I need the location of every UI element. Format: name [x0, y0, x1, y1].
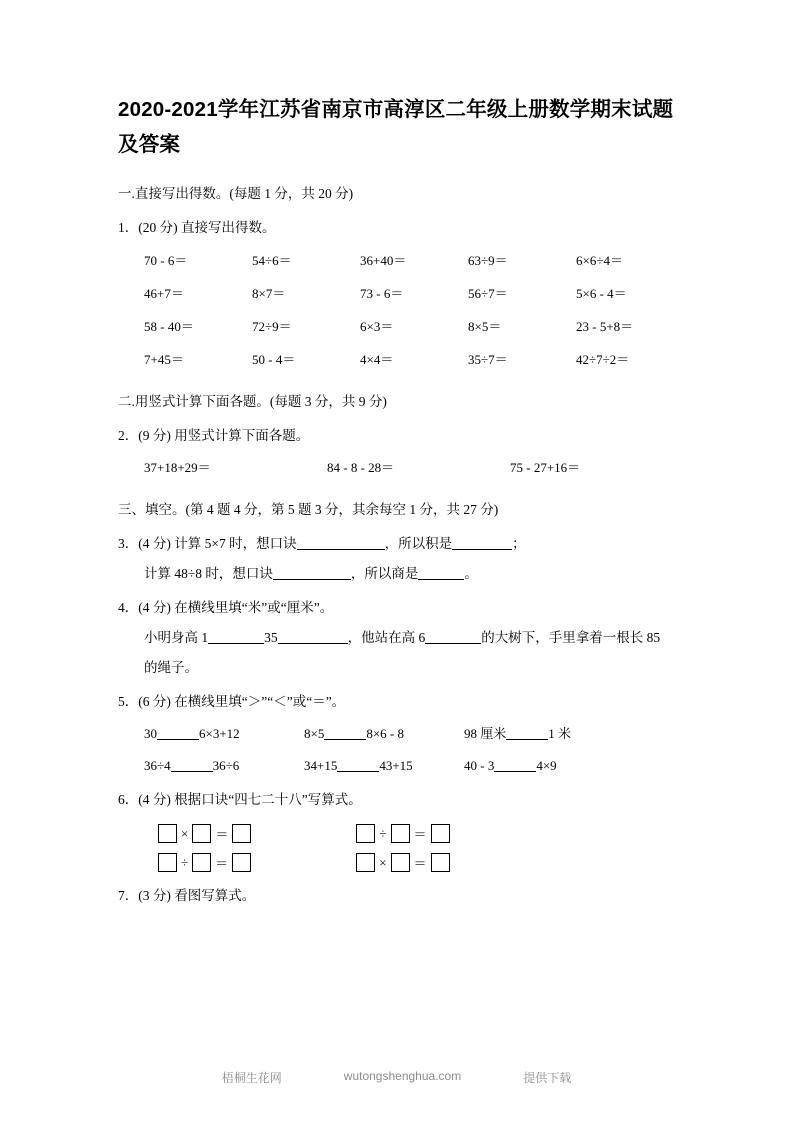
calc-row — [144, 251, 675, 271]
compare-left: 98 厘米 — [464, 726, 507, 741]
question-2-prompt: 2．(9 分) 用竖式计算下面各题。 — [118, 428, 310, 443]
operator: ＝ — [215, 856, 229, 871]
question-4-text-a: 小明身高 1 — [144, 630, 209, 645]
calc-cell: 72÷9＝ — [252, 319, 292, 334]
calc-cell: 70 - 6＝ — [144, 253, 188, 268]
question-3-line2-text-c: 。 — [464, 566, 478, 581]
calc-cell: 73 - 6＝ — [360, 286, 404, 301]
compare-right: 6×3+12 — [199, 726, 240, 741]
calc-row — [144, 350, 675, 370]
footer-site-url: wutongshenghua.com — [343, 1069, 462, 1083]
operator: ÷ — [379, 825, 387, 841]
answer-box[interactable] — [192, 853, 211, 872]
question-4-text-d: 的大树下，手里拿着一根长 85 — [481, 630, 661, 645]
question-3-line2-text-a: 计算 48÷8 时，想口诀 — [144, 566, 273, 581]
calc-cell: 4×4＝ — [360, 352, 394, 367]
answer-blank[interactable] — [297, 536, 385, 550]
answer-box[interactable] — [232, 853, 251, 872]
calc-cell: 54÷6＝ — [252, 253, 292, 268]
question-3-text-a: 3．(4 分) 计算 5×7 时，想口诀 — [118, 536, 297, 551]
question-3-text-b: ，所以积是 — [384, 536, 453, 551]
compare-left: 40 - 3 — [464, 758, 495, 773]
question-4-body-2 — [118, 658, 675, 678]
calc-cell: 7+45＝ — [144, 352, 184, 367]
answer-blank[interactable] — [494, 758, 536, 772]
operator: ＝ — [413, 827, 427, 842]
operator: ＝ — [413, 856, 427, 871]
footer-download-label: 提供下载 — [523, 1071, 572, 1085]
answer-blank[interactable] — [208, 630, 264, 644]
page-footer — [0, 1069, 793, 1086]
answer-box[interactable] — [431, 824, 450, 843]
compare-right: 36÷6 — [212, 758, 240, 773]
answer-box[interactable] — [192, 824, 211, 843]
calc-cell: 58 - 40＝ — [144, 319, 194, 334]
calc-cell: 50 - 4＝ — [252, 352, 296, 367]
answer-blank[interactable] — [324, 726, 366, 740]
calc-cell: 35÷7＝ — [468, 352, 508, 367]
compare-right: 1 米 — [548, 726, 572, 741]
section-heading-2: 二.用竖式计算下面各题。(每题 3 分，共 9 分) — [118, 394, 387, 409]
question-1-grid — [118, 251, 675, 370]
question-3-prompt — [118, 534, 675, 554]
calc-cell: 5×6 - 4＝ — [576, 286, 627, 301]
operator: ＝ — [215, 827, 229, 842]
answer-blank[interactable] — [157, 726, 199, 740]
question-2-row — [118, 458, 675, 478]
answer-blank[interactable] — [452, 536, 512, 550]
answer-box[interactable] — [356, 853, 375, 872]
calc-row — [144, 284, 675, 304]
operator: ÷ — [181, 854, 189, 870]
vertical-calc-cell: 37+18+29＝ — [144, 460, 211, 475]
operator: × — [181, 825, 189, 841]
question-3-line2-text-b: ，所以商是 — [350, 566, 419, 581]
calc-cell: 6×3＝ — [360, 319, 394, 334]
question-7-prompt: 7．(3 分) 看图写算式。 — [118, 888, 256, 903]
question-3-line2 — [118, 564, 675, 584]
answer-box[interactable] — [232, 824, 251, 843]
box-equation — [356, 853, 449, 872]
section-heading-1: 一.直接写出得数。(每题 1 分，共 20 分) — [118, 186, 354, 201]
calc-cell: 23 - 5+8＝ — [576, 319, 634, 334]
answer-box[interactable] — [158, 853, 177, 872]
page-title: 2020-2021学年江苏省南京市高淳区二年级上册数学期末试题及答案 — [118, 98, 674, 156]
compare-row — [118, 724, 675, 744]
section-heading-3: 三、填空。(第 4 题 4 分，第 5 题 3 分，其余每空 1 分，共 27 分) — [118, 502, 499, 517]
question-5-prompt: 5．(6 分) 在横线里填“＞”“＜”或“＝”。 — [118, 694, 346, 709]
compare-left: 34+15 — [304, 758, 338, 773]
answer-blank[interactable] — [337, 758, 379, 772]
compare-left: 30 — [144, 726, 157, 741]
compare-cell — [144, 756, 304, 776]
question-4-text-c: ，他站在高 6 — [347, 630, 426, 645]
question-6-boxes — [118, 824, 675, 872]
calc-cell: 42÷7÷2＝ — [576, 352, 630, 367]
compare-left: 8×5 — [304, 726, 325, 741]
answer-box[interactable] — [356, 824, 375, 843]
box-row — [158, 824, 675, 843]
vertical-calc-cell: 84 - 8 - 28＝ — [327, 460, 395, 475]
question-1-prompt: 1．(20 分) 直接写出得数。 — [118, 220, 276, 235]
answer-blank[interactable] — [273, 566, 351, 580]
answer-blank[interactable] — [425, 630, 481, 644]
box-row — [158, 853, 675, 872]
answer-box[interactable] — [391, 824, 410, 843]
answer-blank[interactable] — [506, 726, 548, 740]
calc-cell: 6×6÷4＝ — [576, 253, 623, 268]
calc-cell: 46+7＝ — [144, 286, 184, 301]
calc-row — [144, 317, 675, 337]
calc-cell: 56÷7＝ — [468, 286, 508, 301]
box-equation — [356, 824, 449, 843]
answer-blank[interactable] — [171, 758, 213, 772]
compare-cell — [304, 724, 464, 744]
answer-blank[interactable] — [278, 630, 348, 644]
answer-box[interactable] — [431, 853, 450, 872]
question-3-text-c: ； — [512, 536, 526, 551]
compare-left: 36÷4 — [144, 758, 171, 773]
question-4-prompt: 4．(4 分) 在横线里填“米”或“厘米”。 — [118, 600, 334, 615]
operator: × — [379, 854, 387, 870]
calc-cell: 63÷9＝ — [468, 253, 508, 268]
calc-cell: 36+40＝ — [360, 253, 407, 268]
vertical-calc-cell: 75 - 27+16＝ — [510, 460, 581, 475]
calc-cell: 8×7＝ — [252, 286, 286, 301]
compare-right: 43+15 — [379, 758, 413, 773]
compare-row — [118, 756, 675, 776]
question-4-text-b: 35 — [264, 630, 278, 645]
compare-cell — [464, 756, 624, 776]
compare-right: 8×6 - 8 — [366, 726, 405, 741]
question-6-prompt: 6．(4 分) 根据口诀“四七二十八”写算式。 — [118, 792, 362, 807]
answer-blank[interactable] — [418, 566, 464, 580]
calc-cell: 8×5＝ — [468, 319, 502, 334]
question-4-body — [118, 628, 675, 648]
answer-box[interactable] — [391, 853, 410, 872]
compare-cell — [304, 756, 464, 776]
compare-cell — [464, 724, 624, 744]
box-equation — [158, 853, 251, 872]
compare-right: 4×9 — [536, 758, 557, 773]
footer-site-name: 梧桐生花网 — [221, 1071, 282, 1085]
box-equation — [158, 824, 251, 843]
answer-box[interactable] — [158, 824, 177, 843]
compare-cell — [144, 724, 304, 744]
question-4-text-e: 的绳子。 — [144, 660, 198, 675]
